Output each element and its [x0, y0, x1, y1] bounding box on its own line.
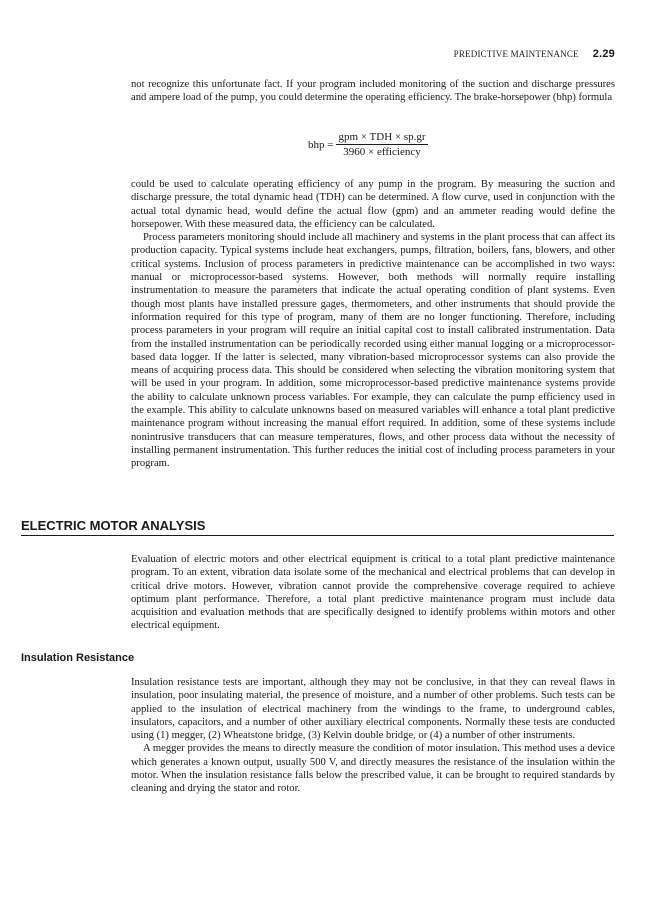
- intro-text-block: [131, 78, 615, 105]
- formula-lhs: bhp =: [308, 138, 334, 151]
- page-number: 2.29: [592, 48, 615, 60]
- subsection-heading: Insulation Resistance: [21, 652, 135, 664]
- efficiency-text-block: [131, 178, 615, 471]
- insulation-paragraph-1: Insulation resistance tests are important, although they may not be conclusive, in that they can reveal flaws in insulation, poor insulating material, the presence of moisture, and a number of other problems. Such tests can be applied to the insulation of electrical machinery from the windings to the frame, to underground cables, insulators, capacitors, and a number of other auxiliary electrical components. Normally these tests are conducted using (1) megger, (2) Wheatstone bridge, (3) Kelvin double bridge, or (4) a number of other instruments.: [131, 677, 615, 742]
- formula-fraction: [336, 131, 427, 158]
- after-formula-paragraph: could be used to calculate operating efficiency of any pump in the program. By measuring the suction and discharge pressure, the total dynamic head (TDH) can be determined. A flow curve, used in conjunction with the actual total dynamic head, would define the actual flow (gpm) and an ammeter reading would define the horsepower. With these measured data, the efficiency can be calculated.: [131, 179, 615, 230]
- formula-denominator: 3960 × efficiency: [343, 146, 421, 158]
- intro-paragraph: not recognize this unfortunate fact. If your program included monitoring of the suction and discharge pressures and ampere load of the pump, you could determine the operating efficiency. The brake-horsepower (bhp) formula: [131, 79, 615, 104]
- subsection-text-block: [131, 676, 615, 796]
- insulation-paragraph-2: A megger provides the means to directly measure the condition of motor insulation. This method uses a device which generates a known output, usually 500 V, and directly measures the resistance of the insulation within the motor. When the insulation resistance falls below the prescribed value, it can be brought to required standards by cleaning and drying the stator and rotor.: [131, 743, 615, 795]
- page-header: [454, 48, 615, 60]
- running-title: PREDICTIVE MAINTENANCE: [453, 49, 579, 59]
- electric-motor-paragraph: Evaluation of electric motors and other electrical equipment is critical to a total plant predictive maintenance program. To an extent, vibration data isolate some of the mechanical and electrical problems that can develop in critical drive motors. However, vibration cannot provide the comprehensive coverage required to achieve optimum plant performance. Therefore, a total plant predictive maintenance program must include data acquisition and evaluation methods that are specifically designed to identify problems within motors and other electrical equipment.: [131, 554, 615, 632]
- section-text-block: [131, 553, 615, 633]
- bhp-formula: [308, 131, 428, 158]
- formula-numerator: gpm × TDH × sp.gr: [338, 131, 426, 143]
- process-parameters-paragraph: Process parameters monitoring should include all machinery and systems in the plant process that can affect its production capacity. Typical systems include heat exchangers, pumps, filtration, boilers, fans, blowers, and other critical systems. Inclusion of process parameters in predictive maintenance can be accomplished in two ways: manual or microprocessor-based systems. However, both methods will normally require installing instrumentation to measure the parameters that indicate the actual operating condition of plant systems. Even though most plants have installed pressure gages, thermometers, and other instruments that should provide the information required for this type of program, many of them are no longer functioning. Therefore, including process parameters in your program will require an initial capital cost to install calibrated instrumentation. Data from the installed instrumentation can be periodically recorded using either manual logging or a microprocessor-based data logger. If the latter is selected, many vibration-based microprocessor systems can also provide the means of acquiring process data. This should be considered when selecting the vibration monitoring system that will be used in your program. In addition, some microprocessor-based predictive maintenance systems provide the ability to calculate unknown process variables. For example, they can calculate the pump efficiency used in the example. This ability to calculate unknowns based on measured variables will enhance a total plant predictive maintenance program without increasing the manual effort required. In addition, some of these systems include nonintrusive transducers that can measure temperatures, flows, and other process data without the necessity of installing permanent instrumentation. This further reduces the initial cost of including process parameters in your program.: [131, 232, 615, 470]
- section-heading: ELECTRIC MOTOR ANALYSIS: [21, 518, 614, 536]
